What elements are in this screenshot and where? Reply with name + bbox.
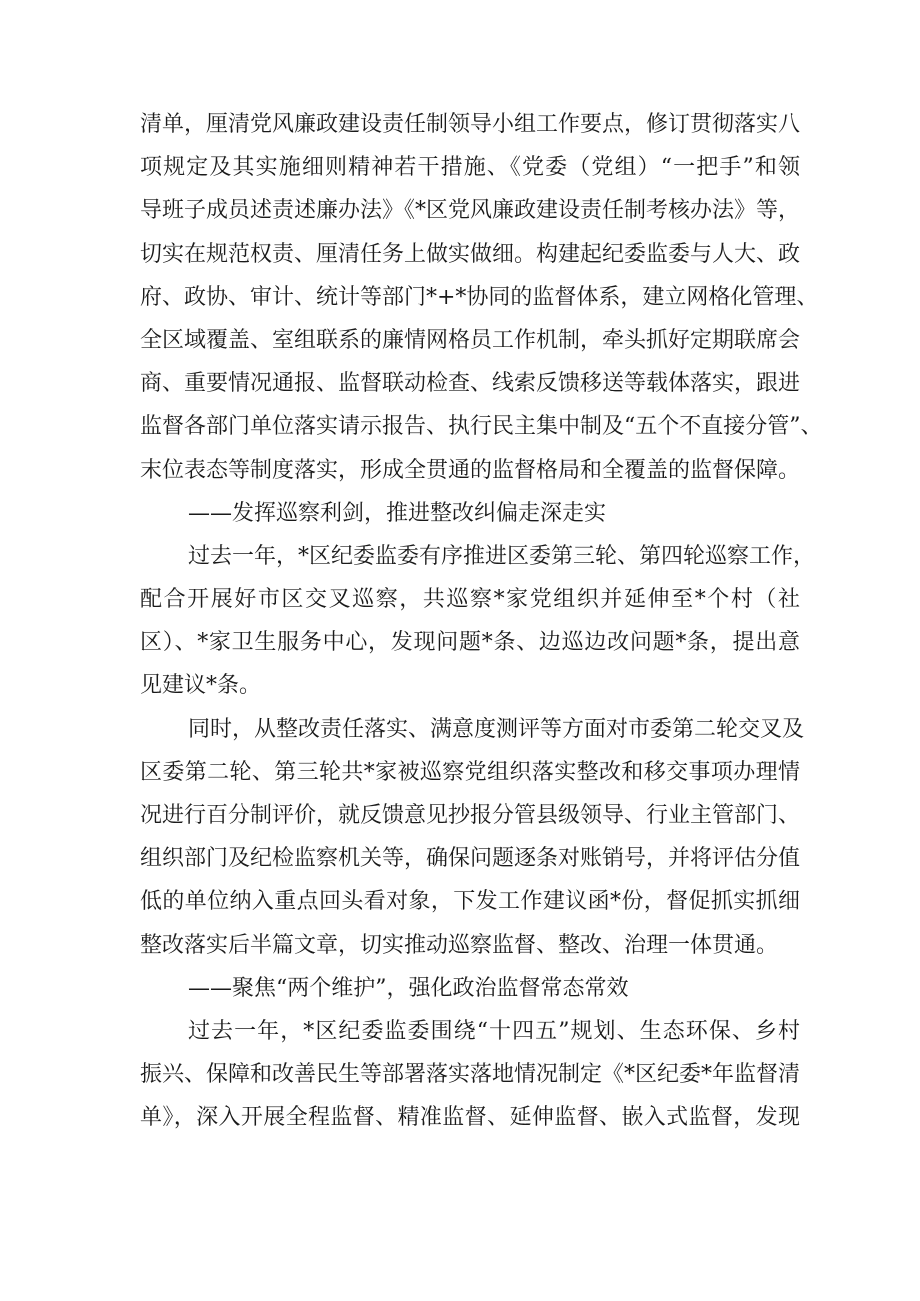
body-line: 末位表态等制度落实，形成全贯通的监督格局和全覆盖的监督保障。	[140, 457, 801, 483]
body-line: 过去一年，*区纪委监委围绕“十四五”规划、生态环保、乡村	[188, 1018, 800, 1044]
body-line: 府、政协、审计、统计等部门*+*协同的监督体系，建立网格化管理、	[140, 284, 819, 310]
body-line: 商、重要情况通报、监督联动检查、线索反馈移送等载体落实，跟进	[140, 371, 801, 397]
body-line: 振兴、保障和改善民生等部署落实落地情况制定《*区纪委*年监督清	[140, 1062, 801, 1088]
body-line: 组织部门及纪检监察机关等，确保问题逐条对账销号，并将评估分值	[140, 846, 801, 872]
body-line: 见建议*条。	[140, 673, 262, 699]
body-line: 区）、*家卫生服务中心，发现问题*条、边巡边改问题*条，提出意	[140, 630, 800, 656]
body-line: 配合开展好市区交叉巡察，共巡察*家党组织并延伸至*个村（社	[140, 587, 800, 613]
body-line: 整改落实后半篇文章，切实推动巡察监督、整改、治理一体贯通。	[140, 932, 779, 958]
section-heading: ——发挥巡察利剑，推进整改纠偏走深走实	[188, 500, 607, 526]
body-line: 单》，深入开展全程监督、精准监督、延伸监督、嵌入式监督，发现	[140, 1105, 800, 1131]
body-line: 项规定及其实施细则精神若干措施、《党委（党组）“一把手”和领	[140, 155, 800, 181]
body-line: 同时，从整改责任落实、满意度测评等方面对市委第二轮交叉及	[188, 716, 805, 742]
body-line: 全区域覆盖、室组联系的廉情网格员工作机制，牵头抓好定期联席会	[140, 327, 801, 353]
body-line: 清单，厘清党风廉政建设责任制领导小组工作要点，修订贯彻落实八	[140, 112, 801, 137]
body-line: 区委第二轮、第三轮共*家被巡察党组织落实整改和移交事项办理情	[140, 759, 800, 785]
body-line: 导班子成员述责述廉办法》《*区党风廉政建设责任制考核办法》等，	[140, 198, 801, 224]
section-heading: ——聚焦“两个维护”，强化政治监督常态常效	[188, 975, 629, 1001]
body-line: 况进行百分制评价，就反馈意见抄报分管县级领导、行业主管部门、	[140, 803, 801, 828]
body-line: 低的单位纳入重点回头看对象，下发工作建议函*份，督促抓实抓细	[140, 889, 800, 915]
body-line: 过去一年，*区纪委监委有序推进区委第三轮、第四轮巡察工作，	[188, 543, 816, 569]
document-body	[140, 103, 823, 1140]
body-line: 监督各部门单位落实请示报告、执行民主集中制及“五个不直接分管”、	[140, 414, 823, 440]
body-line: 切实在规范权责、厘清任务上做实做细。构建起纪委监委与人大、政	[140, 241, 801, 267]
